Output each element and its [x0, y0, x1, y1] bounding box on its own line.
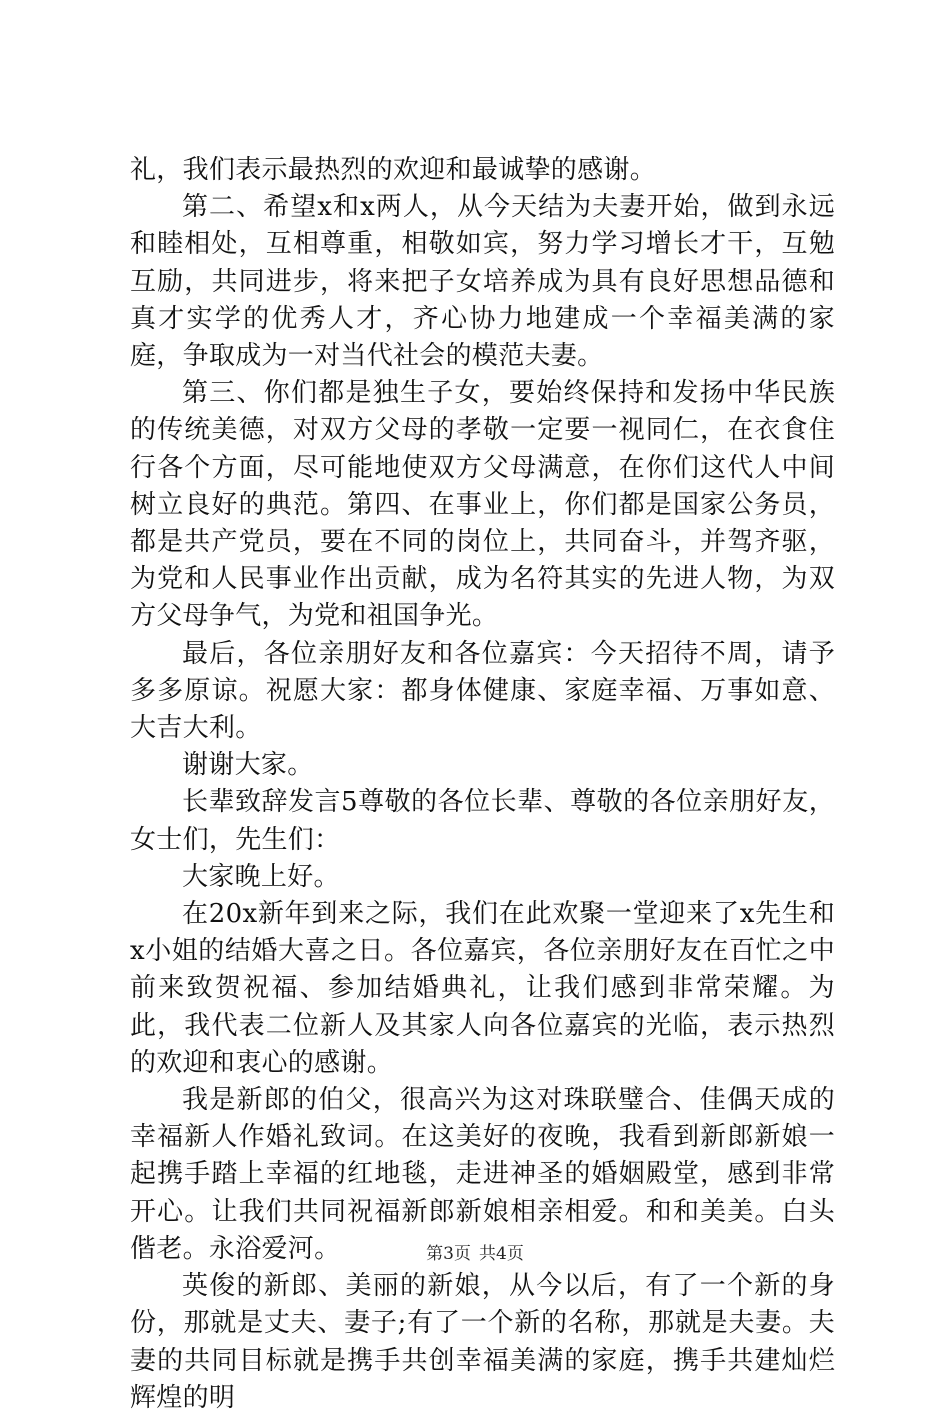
- paragraph-closing-regards: 最后，各位亲朋好友和各位嘉宾：今天招待不周，请予多多原谅。祝愿大家：都身体健康、家庭幸福、万事如意、大吉大利。: [130, 638, 835, 744]
- paragraph-welcome: 在20x新年到来之际，我们在此欢聚一堂迎来了x先生和x小姐的结婚大喜之日。各位嘉宾，各位亲朋好友在百忙之中前来致贺祝福、参加结婚典礼，让我们感到非常荣耀。为此，我代表二位新人及其家人向各位嘉宾的光临，表示热烈的欢迎和衷心的感谢。: [130, 899, 835, 1078]
- paragraph-second-wish: 第二、希望x和x两人，从今天结为夫妻开始，做到永远和睦相处，互相尊重，相敬如宾，努力学习增长才干，互勉互励，共同进步，将来把子女培养成为具有良好思想品德和真才实学的优秀人才，齐心协力地建成一个幸福美满的家庭，争取成为一对当代社会的模范夫妻。: [130, 192, 835, 372]
- page-number: 第3页: [426, 1244, 471, 1264]
- paragraph-continuation: 礼，我们表示最热烈的欢迎和最诚挚的感谢。: [130, 155, 657, 185]
- document-body: [130, 152, 835, 1417]
- page-footer: [0, 1243, 950, 1265]
- paragraph-speech-heading: 长辈致辞发言5尊敬的各位长辈、尊敬的各位亲朋好友，女士们，先生们：: [130, 787, 835, 855]
- paragraph-uncle-blessing: 我是新郎的伯父，很高兴为这对珠联璧合、佳偶天成的幸福新人作婚礼致词。在这美好的夜晚，我看到新郎新娘一起携手踏上幸福的红地毯，走进神圣的婚姻殿堂，感到非常开心。让我们共同祝福新郎新娘相亲相爱。和和美美。白头偕老。永浴爱河。: [130, 1085, 835, 1264]
- paragraph-thanks: 谢谢大家。: [182, 750, 314, 781]
- page-total: 共4页: [479, 1244, 524, 1264]
- paragraph-third-fourth-wish: 第三、你们都是独生子女，要始终保持和发扬中华民族的传统美德，对双方父母的孝敬一定要一视同仁，在衣食住行各个方面，尽可能地使双方父母满意，在你们这代人中间树立良好的典范。第四、在事业上，你们都是国家公务员，都是共产党员，要在不同的岗位上，共同奋斗，并驾齐驱，为党和人民事业作出贡献，成为名符其实的先进人物，为双方父母争气，为党和祖国争光。: [130, 378, 835, 632]
- paragraph-new-identity: 英俊的新郎、美丽的新娘，从今以后，有了一个新的身份，那就是丈夫、妻子;有了一个新的名称，那就是夫妻。夫妻的共同目标就是携手共创幸福美满的家庭，携手共建灿烂辉煌的明: [130, 1271, 835, 1413]
- paragraph-greeting: 大家晚上好。: [182, 861, 340, 892]
